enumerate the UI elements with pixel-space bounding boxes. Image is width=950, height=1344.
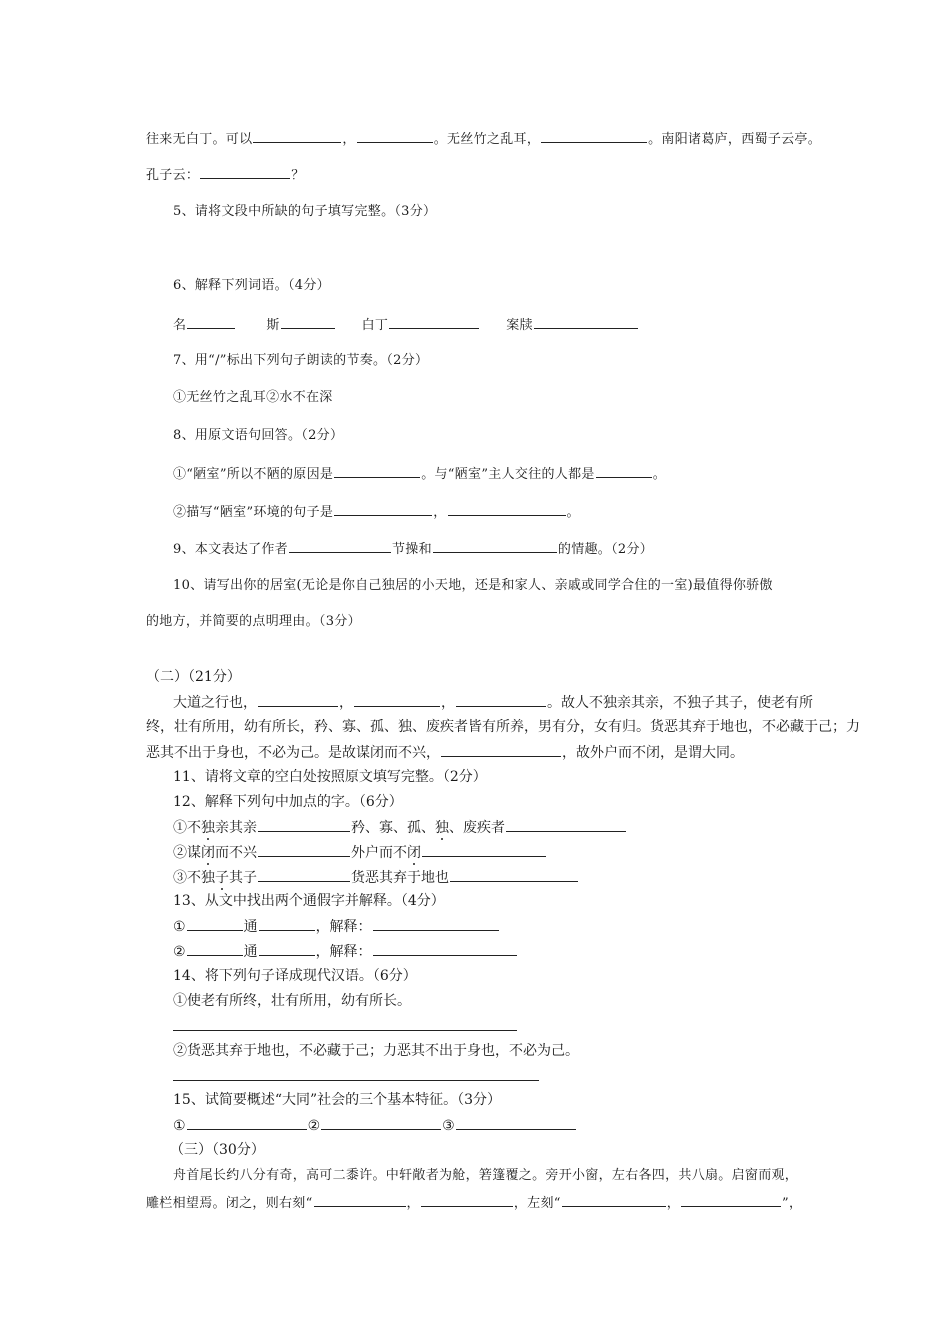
text-seg: 、废疾者 xyxy=(449,820,505,836)
blank xyxy=(334,463,420,478)
question-13-1 xyxy=(173,916,500,937)
text-seg: ②谋 xyxy=(173,845,201,861)
text-seg: 孔子云： xyxy=(146,168,200,183)
answer-line xyxy=(173,1080,539,1081)
word-label: 白丁 xyxy=(361,318,389,333)
text-seg: ， xyxy=(406,1196,420,1211)
passage-line-3 xyxy=(146,742,744,763)
blank xyxy=(433,538,557,553)
question-6: 6、解释下列词语。（4分） xyxy=(173,278,330,293)
text-seg: ①不 xyxy=(173,820,201,836)
blank xyxy=(200,164,290,179)
text-seg: 通 xyxy=(243,944,258,960)
text-seg: 大道之行也， xyxy=(173,695,257,711)
blank xyxy=(541,128,647,143)
text-seg: ① xyxy=(173,919,186,935)
question-12-2 xyxy=(173,842,547,863)
text-seg: 。与“陋室”主人交往的人都是 xyxy=(421,467,595,482)
text-seg: ， xyxy=(342,132,356,147)
question-10-a: 10、请写出你的居室(无论是你自己独居的小天地，还是和家人、亲戚或同学合住的一室)最值得你骄傲 xyxy=(173,578,773,593)
dotted-char: 独 xyxy=(435,820,449,836)
text-seg: 的情趣。（2分） xyxy=(557,542,654,557)
text-line-2 xyxy=(146,164,305,186)
text-seg: 。 xyxy=(652,467,667,482)
text-seg: ③ xyxy=(442,1118,455,1134)
blank xyxy=(422,842,546,857)
blank xyxy=(259,941,315,956)
question-14-2: ②货恶其弃于地也，不必藏于己；力恶其不出于身也，不必为己。 xyxy=(173,1043,579,1059)
text-seg: ，解释： xyxy=(315,944,372,960)
text-seg: ① xyxy=(173,1118,186,1134)
text-seg: ② xyxy=(173,944,186,960)
passage-line-1 xyxy=(173,692,813,713)
question-15-answers xyxy=(173,1115,577,1136)
question-13: 13、从文中找出两个通假字并解释。（4分） xyxy=(173,893,445,909)
question-12-1 xyxy=(173,817,627,838)
question-8-2 xyxy=(173,501,580,523)
text-seg: 货恶其弃于地也 xyxy=(351,870,449,886)
question-7-items: ①无丝竹之乱耳②水不在深 xyxy=(173,390,333,405)
blank xyxy=(450,867,578,882)
blank xyxy=(357,128,433,143)
blank xyxy=(314,1192,406,1207)
word-label: 斯 xyxy=(266,318,280,333)
dotted-char: 闭 xyxy=(407,845,421,861)
question-7: 7、用“/”标出下列句子朗读的节奏。（2分） xyxy=(173,353,429,368)
section-3-header: （三）（30分） xyxy=(170,1142,265,1158)
text-seg: 通 xyxy=(243,919,258,935)
text-seg: ， xyxy=(433,505,447,520)
blank xyxy=(506,817,626,832)
blank xyxy=(258,817,350,832)
passage-3-line-2 xyxy=(146,1192,802,1214)
question-5: 5、请将文段中所缺的句子填写完整。（3分） xyxy=(173,204,437,219)
question-9 xyxy=(173,538,653,560)
text-seg: 。无丝竹之乱耳， xyxy=(433,132,541,147)
question-14-1: ①使老有所终，壮有所用，幼有所长。 xyxy=(173,993,411,1009)
answer-line xyxy=(173,1030,517,1031)
passage-3-line-1: 舟首尾长约八分有奇，高可二黍许。中轩敞者为舱，箬篷覆之。旁开小窗，左右各四，共八扇。启窗而观， xyxy=(173,1168,799,1183)
blank xyxy=(562,1192,666,1207)
word-label: 案牍 xyxy=(506,318,533,333)
blank xyxy=(534,314,638,329)
text-seg: ”， xyxy=(782,1196,803,1211)
text-seg: ③不独 xyxy=(173,870,215,886)
question-12-3 xyxy=(173,867,579,888)
question-15: 15、试简要概述“大同”社会的三个基本特征。（3分） xyxy=(173,1092,502,1108)
question-8-1 xyxy=(173,463,666,485)
blank xyxy=(456,1115,576,1130)
text-seg: 。故人不独亲其亲，不独子其子，使老有所 xyxy=(547,695,813,711)
blank xyxy=(258,867,350,882)
blank xyxy=(187,916,243,931)
question-12: 12、解释下列句中加点的字。（6分） xyxy=(173,794,403,810)
word-label: 名 xyxy=(173,318,187,333)
text-seg: ， xyxy=(441,695,455,711)
text-seg: ，解释： xyxy=(315,919,372,935)
text-seg: ，左刻“ xyxy=(513,1196,561,1211)
text-seg: 矜、寡、孤、 xyxy=(351,820,435,836)
text-seg: 其子 xyxy=(229,870,257,886)
question-8: 8、用原文语句回答。（2分） xyxy=(173,428,344,443)
text-seg: 9、本文表达了作者 xyxy=(173,542,288,557)
blank xyxy=(187,941,243,956)
text-seg: 。南阳诸葛庐，西蜀子云亭。 xyxy=(648,132,822,147)
blank xyxy=(253,128,341,143)
text-seg: 往来无白丁。可以 xyxy=(146,132,253,147)
blank xyxy=(334,501,432,516)
text-seg: ② xyxy=(307,1118,321,1134)
question-14: 14、将下列句子译成现代汉语。（6分） xyxy=(173,968,417,984)
passage-line-2: 终，壮有所用，幼有所长，矜、寡、孤、独、废疾者皆有所养，男有分，女有归。货恶其弃于地也，不必藏于己；力 xyxy=(146,719,860,735)
question-10-b: 的地方，并简要的点明理由。（3分） xyxy=(146,614,361,629)
blank xyxy=(289,538,391,553)
text-seg: 亲其亲 xyxy=(215,820,257,836)
question-13-2 xyxy=(173,941,518,962)
text-seg: ， xyxy=(666,1196,681,1211)
blank xyxy=(421,1192,513,1207)
section-2-header: （二）（21分） xyxy=(146,669,241,685)
blank xyxy=(187,1115,307,1130)
dotted-char: 闭 xyxy=(201,845,215,861)
text-seg: 雕栏相望焉。闭之，则右刻“ xyxy=(146,1196,313,1211)
blank xyxy=(281,314,335,329)
text-seg: ， xyxy=(339,695,353,711)
blank xyxy=(456,692,546,707)
blank xyxy=(596,463,652,478)
blank xyxy=(441,742,561,757)
text-seg: ？ xyxy=(291,168,305,183)
blank xyxy=(448,501,566,516)
dotted-char: 子 xyxy=(215,870,229,886)
blank xyxy=(187,314,235,329)
text-seg: 外户而不 xyxy=(351,845,407,861)
dotted-char: 独 xyxy=(201,820,215,836)
blank xyxy=(373,916,499,931)
text-line-1 xyxy=(146,128,821,150)
text-seg: ①“陋室”所以不陋的原因是 xyxy=(173,467,334,482)
question-11: 11、请将文章的空白处按照原文填写完整。（2分） xyxy=(173,769,487,785)
text-seg: 。 xyxy=(566,505,580,520)
text-seg: 节操和 xyxy=(391,542,432,557)
blank xyxy=(321,1115,441,1130)
blank xyxy=(389,314,479,329)
text-seg: 而不兴 xyxy=(215,845,257,861)
blank xyxy=(354,692,440,707)
text-seg: ②描写“陋室”环境的句子是 xyxy=(173,505,334,520)
blank xyxy=(258,692,338,707)
question-6-words xyxy=(173,314,639,336)
text-seg: ，故外户而不闭，是谓大同。 xyxy=(562,745,744,761)
blank xyxy=(373,941,517,956)
blank xyxy=(681,1192,781,1207)
blank xyxy=(259,916,315,931)
text-seg: 恶其不出于身也，不必为己。是故谋闭而不兴， xyxy=(146,745,440,761)
blank xyxy=(258,842,350,857)
